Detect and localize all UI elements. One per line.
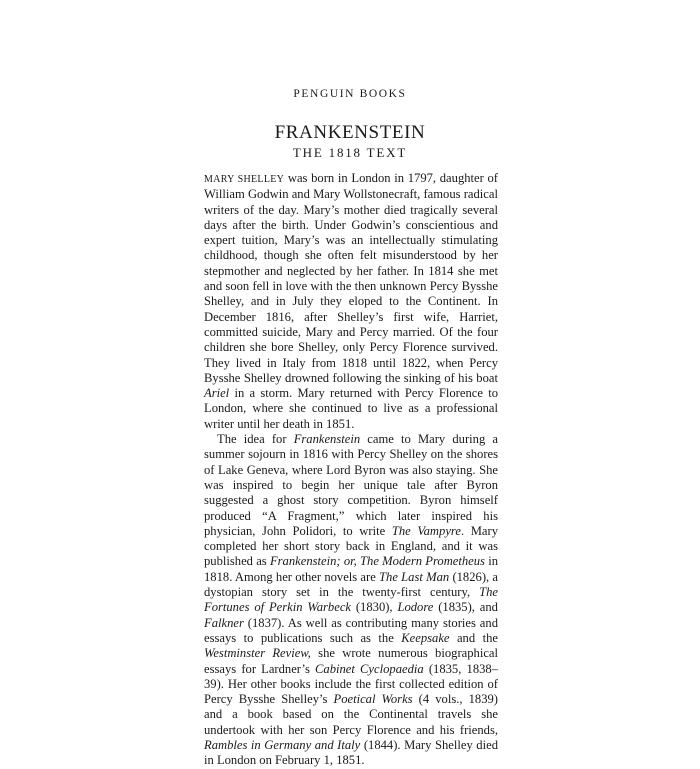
body-text: (1835), and [433,600,498,615]
body-text: in a storm. Mary returned with Percy Florence to London, where she continued to live as a professional writer until her death in 1851. [204,386,498,431]
italic-title-text: Frankenstein [293,432,361,447]
body-text: (1844). Mary Shelley died in London on February 1, 1851. [204,737,498,768]
italic-title-text: Lodore [397,600,434,615]
body-text: The idea for [217,432,294,447]
body-text: came to Mary during a summer sojourn in 1816 with Percy Shelley on the shores of Lake Geneva, where Lord Byron was also staying. She was inspired to begin her unique tale after Byron suggested a ghost story competition. Byron himself produced “A Fragment,” which later inspired his physician, John Polidori, to write [204,432,498,538]
body-text: and the [449,630,498,645]
book-subtitle: THE 1818 TEXT [292,145,408,160]
author-biography [204,171,498,769]
body-text: she wrote numerous biographical essays for Lardner’s [204,646,499,676]
book-title: FRANKENSTEIN [274,122,426,143]
body-text: in 1818. Among her other novels are [204,554,499,584]
italic-title-text: Ariel [204,386,230,401]
italic-title-text: The Fortunes of Perkin Warbeck [204,585,498,615]
body-text: (1830), [351,600,398,615]
bio-paragraph-1 [204,171,498,432]
italic-title-text: The Vampyre [391,523,461,538]
italic-title-text: Poetical Works [333,692,413,707]
author-name-smallcaps: MARY SHELLEY [204,174,285,185]
body-text: . Mary completed her short story back in England, and it was published as [204,523,499,569]
body-text: was born in London in 1797, daughter of William Godwin and Mary Wollstonecraft, famous radical writers of the day. Mary’s mother died tragically several days after the birth. Under Godwin’s conscientious and expert tuition, Mary’s was an intellectually stimulating childhood, though she often felt misunderstood by her stepmother and neglected by her father. In 1814 she met and soon fell in love with the then unknown Percy Bysshe Shelley, and in July they eloped to the Continent. In December 1816, after Shelley’s first wife, Harriet, committed suicide, Mary and Percy married. Of the four children she bore Shelley, only Percy Florence survived. They lived in Italy from 1818 until 1822, when Percy Bysshe Shelley drowned following the sinking of his boat [204,171,499,385]
italic-title-text: Cabinet Cyclopaedia [315,661,424,676]
bio-paragraph-2 [204,432,498,769]
italic-title-text: Rambles in Germany and Italy [204,737,361,752]
italic-title-text: Falkner [204,615,244,630]
body-text: (1835, 1838–39). Her other books include the first collected edition of Percy Bysshe Shelley’s [204,661,499,707]
publisher-name: PENGUIN BOOKS [293,88,407,100]
body-text: (1837). As well as contributing many stories and essays to publications such as the [204,615,498,645]
italic-title-text: The Last Man [379,569,450,584]
italic-title-text: Westminster Review, [204,646,311,661]
body-text: (1826), a dystopian story set in the twenty-first century, [204,569,498,600]
italic-title-text: Keepsake [401,630,450,645]
italic-title-text: Frankenstein; or, The Modern Prometheus [269,554,485,569]
body-text: (4 vols., 1839) and a book based on the Continental travels she undertook with her son Percy Florence and his friends, [204,692,498,737]
